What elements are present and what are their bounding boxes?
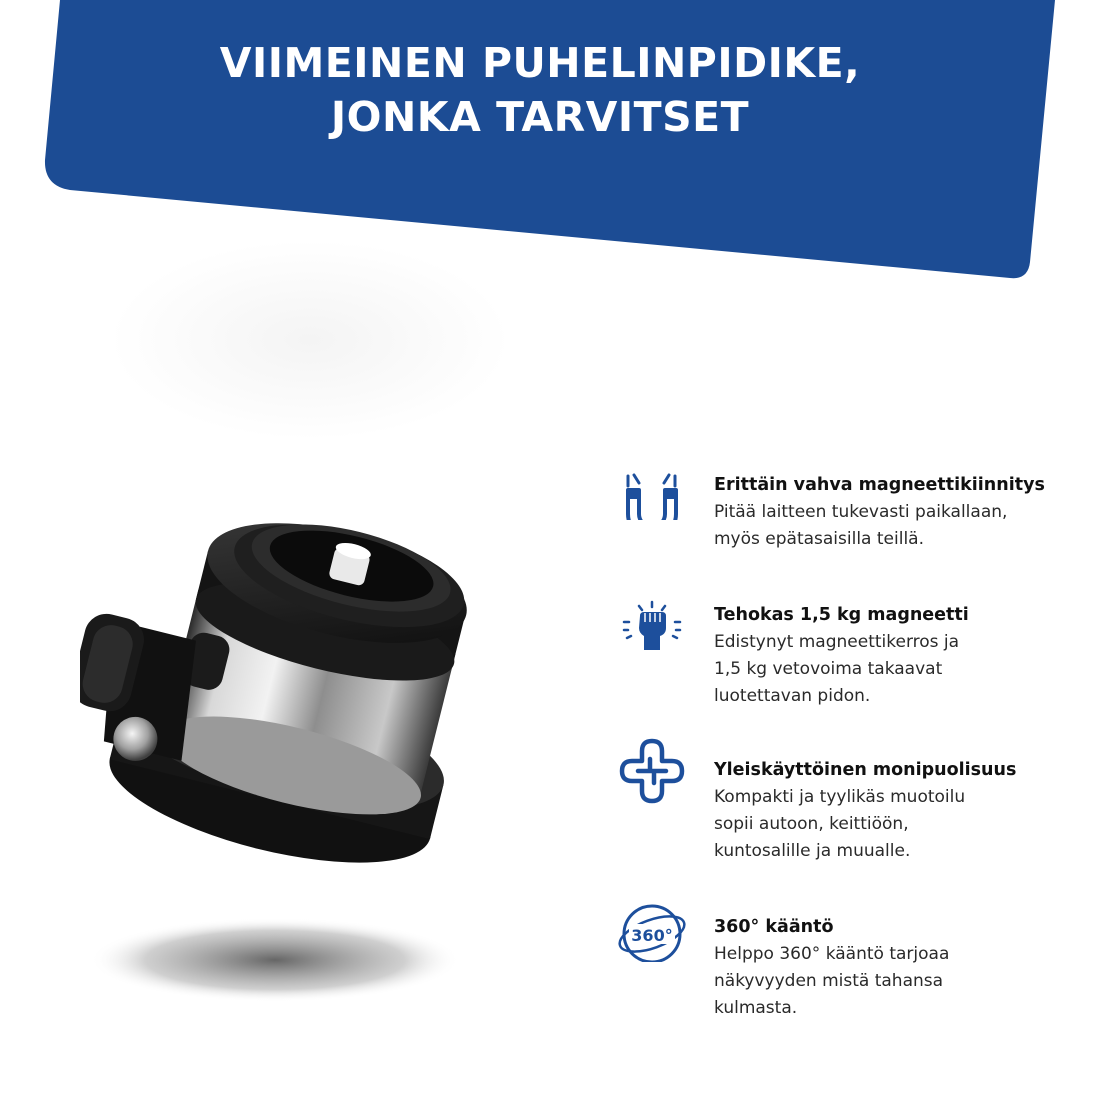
feature-title: Tehokas 1,5 kg magneetti [714, 605, 969, 625]
feature-description: Kompakti ja tyylikäs muotoilu sopii autoon, keittiöön, kuntosalille ja muualle. [714, 787, 966, 861]
rotate-360-label: 360° [631, 926, 673, 945]
feature-list [612, 440, 1082, 1040]
product-image-phone-holder [80, 500, 530, 1020]
feature-title: 360° kääntö [714, 917, 834, 937]
headline-line-1: VIIMEINEN PUHELINPIDIKE, [219, 39, 861, 87]
magnet-icon [612, 440, 692, 520]
fist-icon [612, 570, 692, 650]
feature-description: Edistynyt magneettikerros ja 1,5 kg vetovoima takaavat luotettavan pidon. [714, 632, 960, 706]
cross-icon [612, 725, 692, 805]
rotate-360-icon [612, 882, 692, 962]
feature-description: Helppo 360° kääntö tarjoaa näkyvyyden mistä tahansa kulmasta. [714, 944, 950, 1018]
feature-description: Pitää laitteen tukevasti paikallaan, myös epätasaisilla teillä. [714, 502, 1008, 549]
page-title [60, 36, 1020, 144]
headline-line-2: JONKA TARVITSET [330, 93, 750, 141]
feature-title: Yleiskäyttöinen monipuolisuus [714, 760, 1017, 780]
background-blob [100, 230, 520, 450]
feature-title: Erittäin vahva magneettikiinnitys [714, 475, 1045, 495]
